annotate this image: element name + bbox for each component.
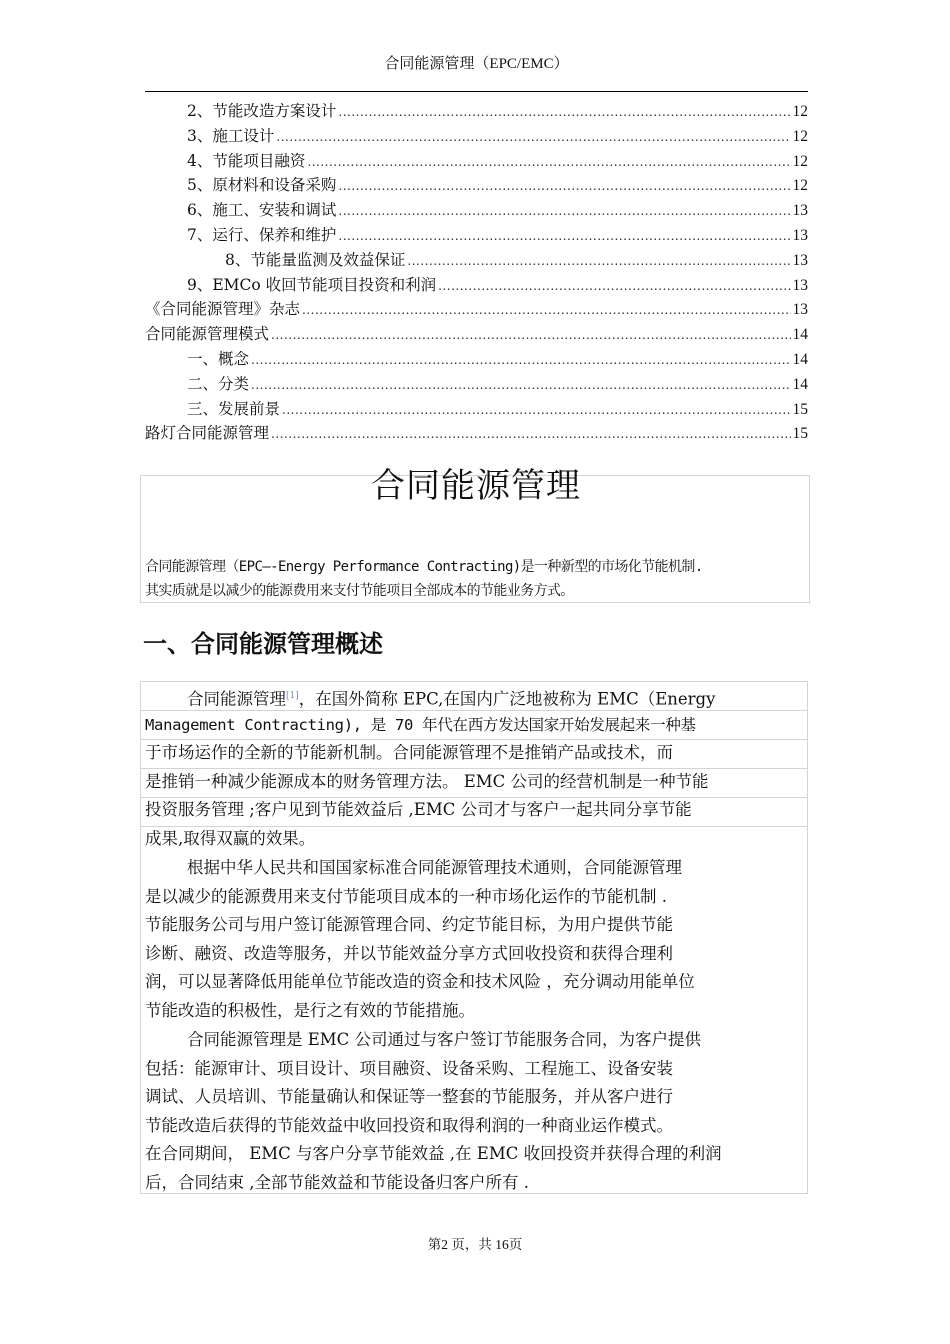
paragraph-2 — [145, 854, 810, 1026]
toc-entry-page: 13 — [792, 202, 808, 220]
toc-entry[interactable] — [145, 372, 808, 397]
toc-entry-page: 14 — [792, 375, 808, 393]
toc-entry-page: 12 — [792, 177, 808, 195]
toc-entry-page: 13 — [792, 276, 808, 294]
page-footer: 第2 页，共 16页 — [427, 1237, 523, 1252]
para1-line: 投资服务管理 ;客户见到节能效益后 ,EMC 公司才与客户一起共同分享节能 — [145, 800, 692, 820]
toc-entry-label: 3、施工设计 — [187, 126, 275, 145]
toc-entry-label: 8、节能量监测及效益保证 — [225, 250, 406, 269]
toc-entry-label: 三、发展前景 — [187, 399, 281, 418]
page-header: 合同能源管理（EPC/EMC） — [384, 56, 569, 72]
paragraph-1 — [145, 682, 810, 854]
toc-entry-label: 二、分类 — [187, 374, 250, 393]
toc-entry-page: 13 — [792, 251, 808, 269]
toc-leader-dots — [338, 229, 790, 243]
heading-overview: 一、合同能源管理概述 — [143, 630, 383, 658]
toc-entry-page: 12 — [792, 152, 808, 170]
intro-line: 合同能源管理（EPC—-Energy Performance Contracting)是一种新型的市场化节能机制. — [145, 559, 703, 575]
toc-entry-label: 《合同能源管理》杂志 — [145, 300, 301, 319]
toc-entry-label: 5、原材料和设备采购 — [187, 176, 337, 195]
toc-entry-page: 12 — [792, 103, 808, 120]
toc-entry-page: 14 — [792, 326, 808, 344]
toc-entry-label: 2、节能改造方案设计 — [187, 102, 337, 120]
toc-entry[interactable] — [145, 421, 808, 446]
citation-link[interactable]: [1] — [286, 691, 299, 701]
toc-entry-page: 15 — [792, 425, 808, 443]
toc-leader-dots — [307, 155, 790, 169]
toc-entry-label: 6、施工、安装和调试 — [187, 201, 337, 220]
section-title: 合同能源管理 — [371, 466, 581, 506]
paragraph-3 — [145, 1026, 810, 1198]
toc-entry-page: 12 — [792, 127, 808, 145]
toc-entry-label: 一、概念 — [187, 349, 250, 368]
toc-entry[interactable] — [145, 173, 808, 198]
header-divider — [145, 91, 808, 92]
toc-leader-dots — [276, 130, 790, 144]
toc-entry-page: 14 — [792, 350, 808, 368]
table-of-contents — [145, 99, 808, 446]
para1-first-rest: ，在国外简称 EPC,在国内广泛地被称为 EMC（Energy — [298, 689, 716, 709]
toc-entry-label: 路灯合同能源管理 — [145, 424, 270, 443]
para1-line: Management Contracting), 是 70 年代在西方发达国家开始发展起来一种基 — [145, 715, 696, 734]
toc-entry[interactable] — [145, 198, 808, 223]
toc-leader-dots — [251, 378, 790, 392]
toc-entry[interactable] — [145, 397, 808, 422]
toc-leader-dots — [302, 303, 790, 317]
toc-entry[interactable] — [145, 223, 808, 248]
para3-line: 节能改造后获得的节能效益中收回投资和取得利润的一种商业运作模式。 — [145, 1115, 673, 1135]
toc-leader-dots — [438, 279, 790, 293]
section-intro — [145, 555, 815, 603]
toc-entry[interactable] — [145, 297, 808, 322]
toc-leader-dots — [407, 254, 790, 268]
para2-line: 润，可以显著降低用能单位节能改造的资金和技术风险 ，充分调动用能单位 — [145, 972, 695, 992]
toc-entry-label: 合同能源管理模式 — [145, 325, 270, 344]
intro-line: 其实质就是以减少的能源费用来支付节能项目全部成本的节能业务方式。 — [145, 583, 574, 599]
toc-leader-dots — [282, 403, 790, 417]
para2-line: 诊断、融资、改造等服务，并以节能效益分享方式回收投资和获得合理利 — [145, 943, 673, 963]
toc-leader-dots — [251, 353, 790, 367]
toc-entry[interactable] — [145, 124, 808, 149]
para2-line: 节能服务公司与用户签订能源管理合同、约定节能目标，为用户提供节能 — [145, 915, 673, 935]
toc-entry-page: 15 — [792, 400, 808, 418]
toc-entry[interactable] — [145, 273, 808, 298]
toc-entry[interactable] — [145, 99, 808, 124]
toc-leader-dots — [338, 204, 790, 218]
toc-entry-page: 13 — [792, 226, 808, 244]
para3-line: 合同能源管理是 EMC 公司通过与客户签订节能服务合同，为客户提供 — [187, 1030, 702, 1049]
toc-entry-label: 4、节能项目融资 — [187, 151, 306, 170]
toc-entry-label: 9、EMCo 收回节能项目投资和利润 — [187, 275, 437, 294]
para2-line: 是以减少的能源费用来支付节能项目成本的一种市场化运作的节能机制 . — [145, 886, 667, 906]
para3-line: 包括：能源审计、项目设计、项目融资、设备采购、工程施工、设备安装 — [145, 1058, 673, 1078]
para3-line: 调试、人员培训、节能量确认和保证等一整套的节能服务，并从客户进行 — [145, 1087, 673, 1107]
toc-leader-dots — [338, 179, 790, 193]
toc-entry[interactable] — [145, 322, 808, 347]
toc-leader-dots — [271, 427, 790, 441]
toc-entry[interactable] — [145, 248, 808, 273]
toc-entry[interactable] — [145, 347, 808, 372]
para3-line: 后，合同结束 ,全部节能效益和节能设备归客户所有 . — [145, 1172, 529, 1192]
para2-line: 根据中华人民共和国国家标准合同能源管理技术通则，合同能源管理 — [187, 858, 682, 877]
para2-line: 节能改造的积极性，是行之有效的节能措施。 — [145, 1000, 475, 1020]
toc-leader-dots — [271, 328, 790, 342]
toc-entry-page: 13 — [792, 301, 808, 319]
para3-line: 在合同期间， EMC 与客户分享节能效益 ,在 EMC 收回投资并获得合理的利润 — [145, 1144, 722, 1164]
para1-line: 成果,取得双赢的效果。 — [145, 828, 316, 848]
toc-entry-label: 7、运行、保养和维护 — [187, 225, 337, 244]
para1-first: 合同能源管理 — [187, 689, 286, 709]
para1-line: 于市场运作的全新的节能新机制。合同能源管理不是推销产品或技术，而 — [145, 743, 673, 763]
toc-entry[interactable] — [145, 149, 808, 174]
para1-line: 是推销一种减少能源成本的财务管理方法。 EMC 公司的经营机制是一种节能 — [145, 771, 709, 791]
toc-leader-dots — [338, 105, 790, 119]
